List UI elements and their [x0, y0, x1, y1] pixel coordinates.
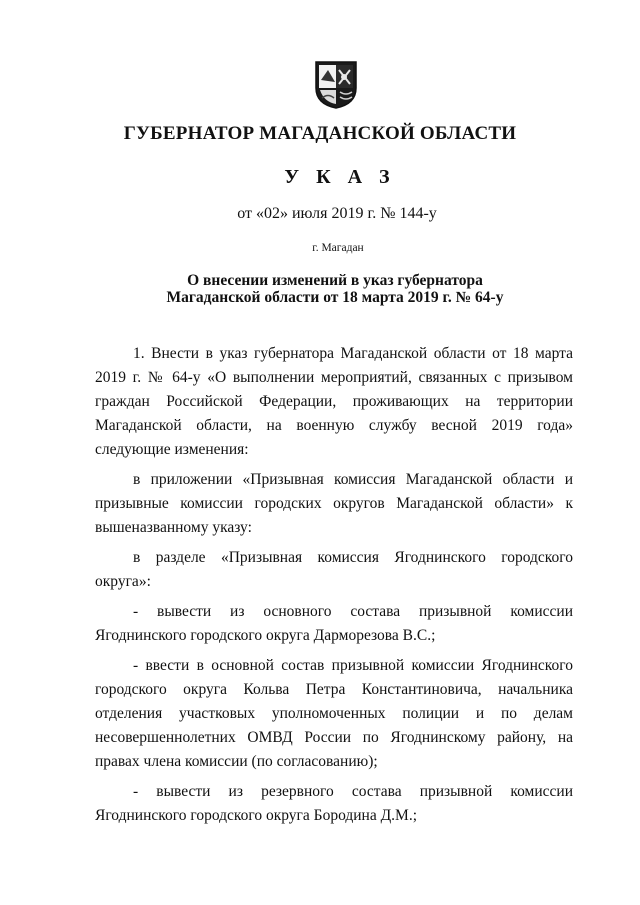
subject-line-1: О внесении изменений в указ губернатора — [187, 272, 483, 289]
paragraph-5: - ввести в основной состав призывной комиссии Ягоднинского городского округа Кольва Петра Константиновича, начальника отделения участковых уполномоченных полиции и по делам несовершеннолетних ОМВД России по Ягоднинскому району, на правах члена комиссии (по согласованию); — [95, 657, 573, 770]
paragraph-1: 1. Внести в указ губернатора Магаданской области от 18 марта 2019 г. № 64-у «О выполнении мероприятий, связанных с призывом граждан Российской Федерации, проживающих на территории Магаданской области, на военную службу весной 2019 года» следующие изменения: — [95, 345, 573, 458]
paragraph-4: - вывести из основного состава призывной комиссии Ягоднинского городского округа Дарморезова В.С.; — [95, 603, 573, 644]
paragraph-3: в разделе «Призывная комиссия Ягоднинского городского округа»: — [95, 549, 573, 590]
coat-of-arms-icon — [312, 58, 360, 110]
decree-date-number: от «02» июля 2019 г. № 144-у — [237, 205, 437, 222]
decree-subject — [0, 272, 640, 306]
paragraph-2: в приложении «Призывная комиссия Магаданской области и призывные комиссии городских округов Магаданской области» к вышеназванному указу: — [95, 471, 573, 536]
issuer-title: ГУБЕРНАТОР МАГАДАНСКОЙ ОБЛАСТИ — [123, 123, 517, 144]
issue-city: г. Магадан — [312, 242, 364, 254]
paragraph-6: - вывести из резервного состава призывной комиссии Ягоднинского городского округа Бородина Д.М.; — [95, 783, 573, 824]
document-type: У К А З — [284, 166, 396, 188]
subject-line-2: Магаданской области от 18 марта 2019 г. № 64-у — [166, 289, 504, 306]
decree-body — [95, 342, 573, 828]
